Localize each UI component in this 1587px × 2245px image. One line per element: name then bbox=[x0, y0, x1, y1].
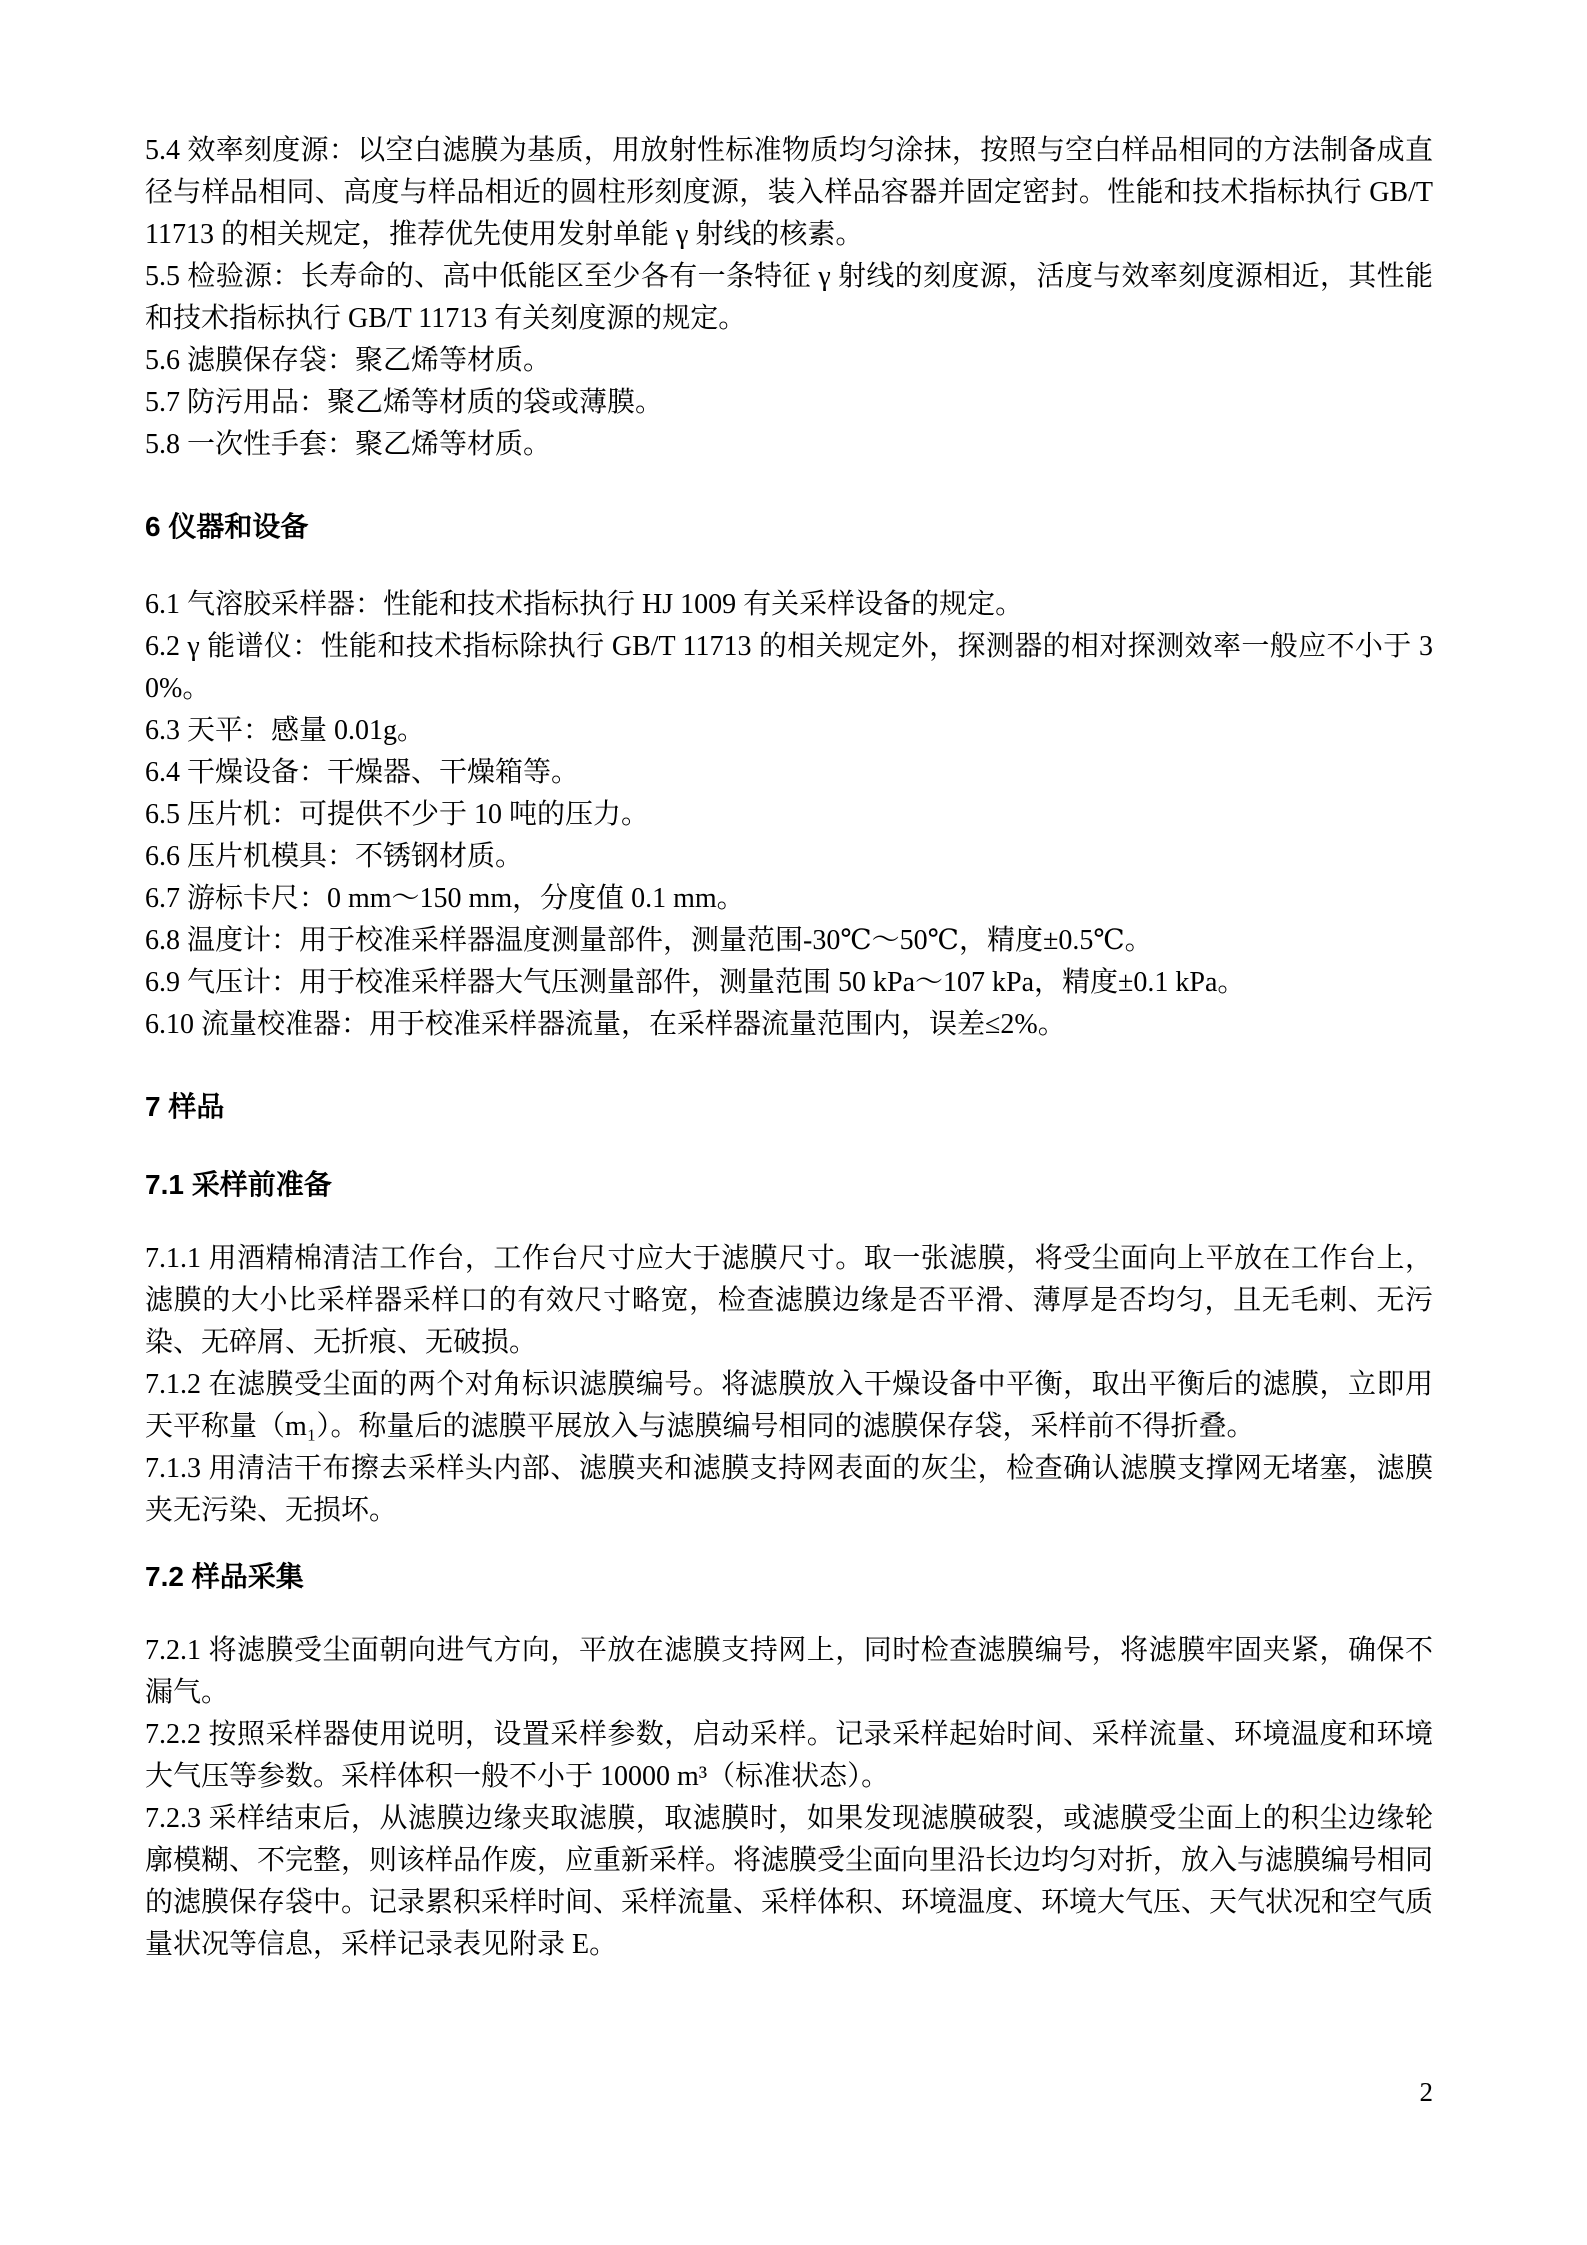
paragraph-7-2-1: 7.2.1 将滤膜受尘面朝向进气方向，平放在滤膜支持网上，同时检查滤膜编号，将滤膜牢固夹紧，确保不漏气。 bbox=[145, 1635, 1433, 1708]
paragraph-5-5: 5.5 检验源：长寿命的、高中低能区至少各有一条特征 γ 射线的刻度源，活度与效率刻度源相近，其性能和技术指标执行 GB/T 11713 有关刻度源的规定。 bbox=[145, 261, 1433, 334]
paragraph-7-1-1: 7.1.1 用酒精棉清洁工作台，工作台尺寸应大于滤膜尺寸。取一张滤膜，将受尘面向上平放在工作台上，滤膜的大小比采样器采样口的有效尺寸略宽，检查滤膜边缘是否平滑、薄厚是否均匀，且无毛刺、无污染、无碎屑、无折痕、无破损。 bbox=[145, 1243, 1433, 1358]
page-footer bbox=[1420, 2072, 1434, 2112]
paragraph-5-4: 5.4 效率刻度源：以空白滤膜为基质，用放射性标准物质均匀涂抹，按照与空白样品相同的方法制备成直径与样品相同、高度与样品相近的圆柱形刻度源，装入样品容器并固定密封。性能和技术指标执行 GB/T 11713 的相关规定，推荐优先使用发射单能 γ 射线的核素。 bbox=[145, 135, 1433, 250]
paragraph-6-10: 6.10 流量校准器：用于校准采样器流量，在采样器流量范围内，误差≤2%。 bbox=[145, 1009, 1066, 1040]
paragraph-7-1-3: 7.1.3 用清洁干布擦去采样头内部、滤膜夹和滤膜支持网表面的灰尘，检查确认滤膜支撑网无堵塞，滤膜夹无污染、无损坏。 bbox=[145, 1453, 1433, 1526]
paragraph-6-1: 6.1 气溶胶采样器：性能和技术指标执行 HJ 1009 有关采样设备的规定。 bbox=[145, 589, 1024, 620]
document-content bbox=[145, 130, 1433, 1966]
heading-7: 7 样品 bbox=[145, 1091, 225, 1122]
paragraph-7-2-3: 7.2.3 采样结束后，从滤膜边缘夹取滤膜，取滤膜时，如果发现滤膜破裂，或滤膜受尘面上的积尘边缘轮廓模糊、不完整，则该样品作废，应重新采样。将滤膜受尘面向里沿长边均匀对折，放入与滤膜编号相同的滤膜保存袋中。记录累积采样时间、采样流量、采样体积、环境温度、环境大气压、天气状况和空气质量状况等信息，采样记录表见附录 E。 bbox=[145, 1803, 1434, 1960]
paragraph-6-2: 6.2 γ 能谱仪：性能和技术指标除执行 GB/T 11713 的相关规定外，探测器的相对探测效率一般应不小于 30%。 bbox=[145, 631, 1433, 704]
paragraph-6-8: 6.8 温度计：用于校准采样器温度测量部件，测量范围-30℃～50℃，精度±0.5℃。 bbox=[145, 925, 1153, 956]
paragraph-6-3: 6.3 天平：感量 0.01g。 bbox=[145, 715, 426, 746]
heading-6: 6 仪器和设备 bbox=[145, 511, 309, 542]
paragraph-7-1-2: 7.1.2 在滤膜受尘面的两个对角标识滤膜编号。将滤膜放入干燥设备中平衡，取出平衡后的滤膜，立即用天平称量（m₁）。称量后的滤膜平展放入与滤膜编号相同的滤膜保存袋，采样前不得折叠。 bbox=[145, 1369, 1433, 1442]
paragraph-6-9: 6.9 气压计：用于校准采样器大气压测量部件，测量范围 50 kPa～107 kPa，精度±0.1 kPa。 bbox=[145, 967, 1246, 998]
paragraph-6-4: 6.4 干燥设备：干燥器、干燥箱等。 bbox=[145, 757, 580, 788]
paragraph-6-7: 6.7 游标卡尺：0 mm～150 mm，分度值 0.1 mm。 bbox=[145, 883, 745, 914]
paragraph-6-5: 6.5 压片机：可提供不少于 10 吨的压力。 bbox=[145, 799, 650, 830]
paragraph-5-6: 5.6 滤膜保存袋：聚乙烯等材质。 bbox=[145, 345, 552, 376]
page-number: 2 bbox=[1419, 2077, 1433, 2107]
paragraph-7-2-2: 7.2.2 按照采样器使用说明，设置采样参数，启动采样。记录采样起始时间、采样流量、环境温度和环境大气压等参数。采样体积一般不小于 10000 m³（标准状态）。 bbox=[145, 1719, 1433, 1792]
paragraph-5-7: 5.7 防污用品：聚乙烯等材质的袋或薄膜。 bbox=[145, 387, 664, 418]
paragraph-6-6: 6.6 压片机模具：不锈钢材质。 bbox=[145, 841, 524, 872]
heading-7-2: 7.2 样品采集 bbox=[145, 1561, 304, 1592]
paragraph-5-8: 5.8 一次性手套：聚乙烯等材质。 bbox=[145, 429, 552, 460]
heading-7-1: 7.1 采样前准备 bbox=[145, 1169, 332, 1200]
